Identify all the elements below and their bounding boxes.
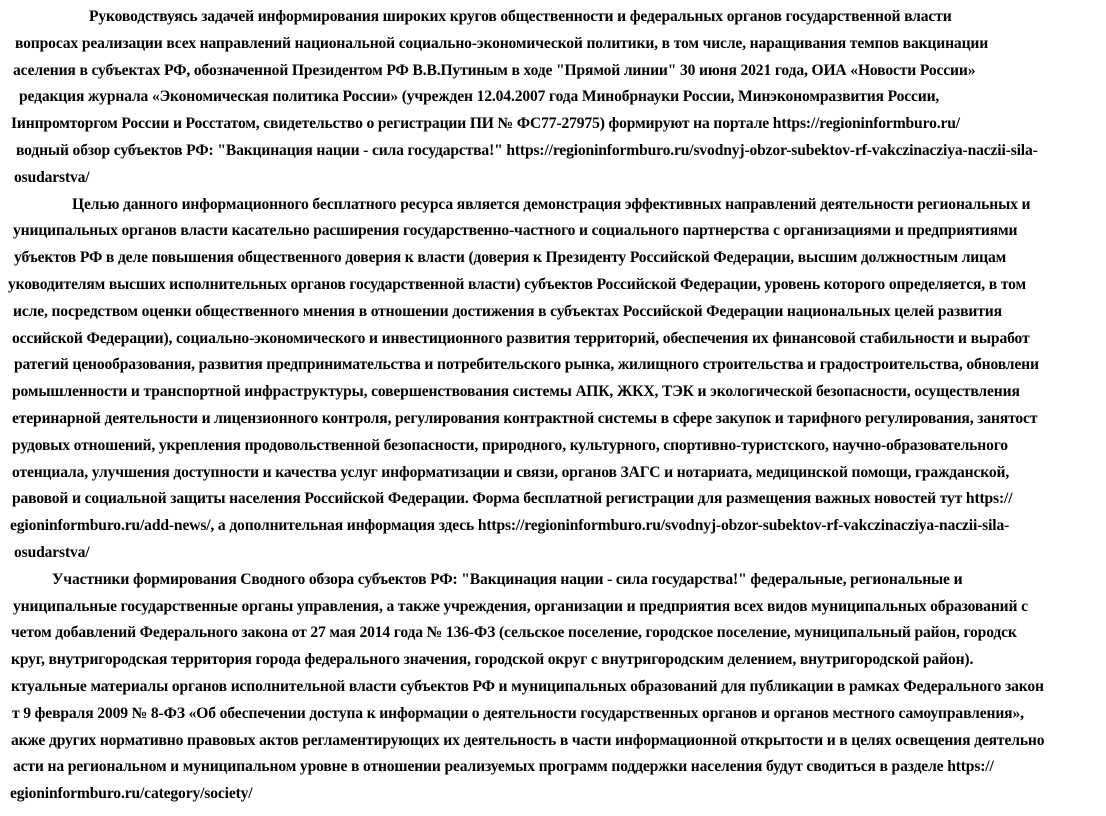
text-line: Іинпромторгом России и Росстатом, свидетельство о регистрации ПИ № ФС77-27975) формируют на портале https://regioninformburo.ru/: [11, 115, 960, 133]
text-line: круг, внутригородская территория города федерального значения, городской округ с внутригородским делением, внутригородской район).: [11, 651, 974, 669]
text-line: Целью данного информационного бесплатного ресурса является демонстрация эффективных направлений деятельности региональных и: [72, 195, 1031, 213]
text-line: оссийской Федерации), социально-экономического и инвестиционного развития территорий, обеспечения их финансовой стабильности и выработ: [12, 329, 1030, 347]
text-line: униципальные государственные органы управления, а также учреждения, организации и предприятия всех видов муниципальных образований с: [13, 597, 1028, 615]
text-line: egioninformburo.ru/category/society/: [10, 785, 253, 803]
text-line: egioninformburo.ru/add-news/, а дополнительная информация здесь https://regioninformburo.ru/svodnyj-obzor-subektov-rf-vakczinacziya-naczii-sila-: [10, 517, 1010, 535]
text-line: отенциала, улучшения доступности и качества услуг информатизации и связи, органов ЗАГС и нотариата, медицинской помощи, гражданской,: [12, 463, 1010, 481]
text-line: водный обзор субъектов РФ: "Вакцинация нации - сила государства!" https://regioninformburo.ru/svodnyj-obzor-subektov-rf-vakczinacziya-naczii-sila-: [16, 141, 1038, 159]
text-line: равовой и социальной защиты населения Российской Федерации. Форма бесплатной регистрации для размещения важных новостей тут https://: [12, 490, 1013, 508]
text-line: Участники формирования Сводного обзора субъектов РФ: "Вакцинация нации - сила государства!" федеральные, региональные и: [52, 570, 963, 588]
text-line: т 9 февраля 2009 № 8-ФЗ «Об обеспечении доступа к информации о деятельности государственных органов и органов местного самоуправления»,: [12, 704, 1024, 722]
text-line: osudarstva/: [14, 543, 90, 561]
text-line: Руководствуясь задачей информирования широких кругов общественности и федеральных органов государственной власти: [89, 8, 952, 25]
text-line: етеринарной деятельности и лицензионного контроля, регулирования контрактной системы в сфере закупок и тарифного регулирования, занятост: [12, 409, 1038, 427]
text-line: рудовых отношений, укрепления продовольственной безопасности, природного, культурного, спортивно-туристского, научно-образовательного: [12, 436, 1008, 454]
text-line: четом добавлений Федерального закона от 27 мая 2014 года № 136-ФЗ (сельское поселение, городское поселение, муниципальный район, городск: [11, 624, 1017, 642]
text-line: исле, посредством оценки общественного мнения в отношении достижения в субъектах Российской Федерации национальных целей развития: [13, 302, 1002, 320]
text-line: редакция журнала «Экономическая политика России» (учрежден 12.04.2007 года Минобрнауки России, Минэкономразвития России,: [19, 88, 940, 106]
text-line: уководителям высших исполнительных органов государственной власти) субъектов Российской Федерации, уровень которого определяется, в том: [8, 275, 1026, 293]
text-line: ратегий ценообразования, развития предпринимательства и потребительского рынка, жилищного строительства и градостроительства, обновлени: [14, 356, 1039, 374]
document-body: [0, 4, 1106, 808]
text-line: ромышленности и транспортной инфраструктуры, совершенствования системы АПК, ЖКХ, ТЭК и экологической безопасности, осуществления: [12, 383, 1020, 401]
text-line: убъектов РФ в деле повышения общественного доверия к власти (доверия к Президенту Российской Федерации, высшим должностным лицам: [14, 249, 1007, 267]
text-line: osudarstva/: [14, 168, 90, 186]
text-line: вопросах реализации всех направлений национальной социально-экономической политики, в том числе, наращивания темпов вакцинации: [15, 34, 989, 52]
text-line: аселения в субъектах РФ, обозначенной Президентом РФ В.В.Путиным в ходе "Прямой линии" 30 июня 2021 года, ОИА «Новости России»: [13, 61, 976, 79]
text-line: акже других нормативно правовых актов регламентирующих их деятельность в части информационной открытости и в целях освещения деятельно: [11, 731, 1045, 749]
text-line: ктуальные материалы органов исполнительной власти субъектов РФ и муниципальных образований для публикации в рамках Федерального закон: [11, 677, 1044, 695]
text-line: асти на региональном и муниципальном уровне в отношении реализуемых программ поддержки населения будут сводиться в разделе https://: [13, 758, 994, 776]
text-line: униципальных органов власти касательно расширения государственно-частного и социального партнерства с организациями и предприятиями: [13, 222, 1018, 240]
